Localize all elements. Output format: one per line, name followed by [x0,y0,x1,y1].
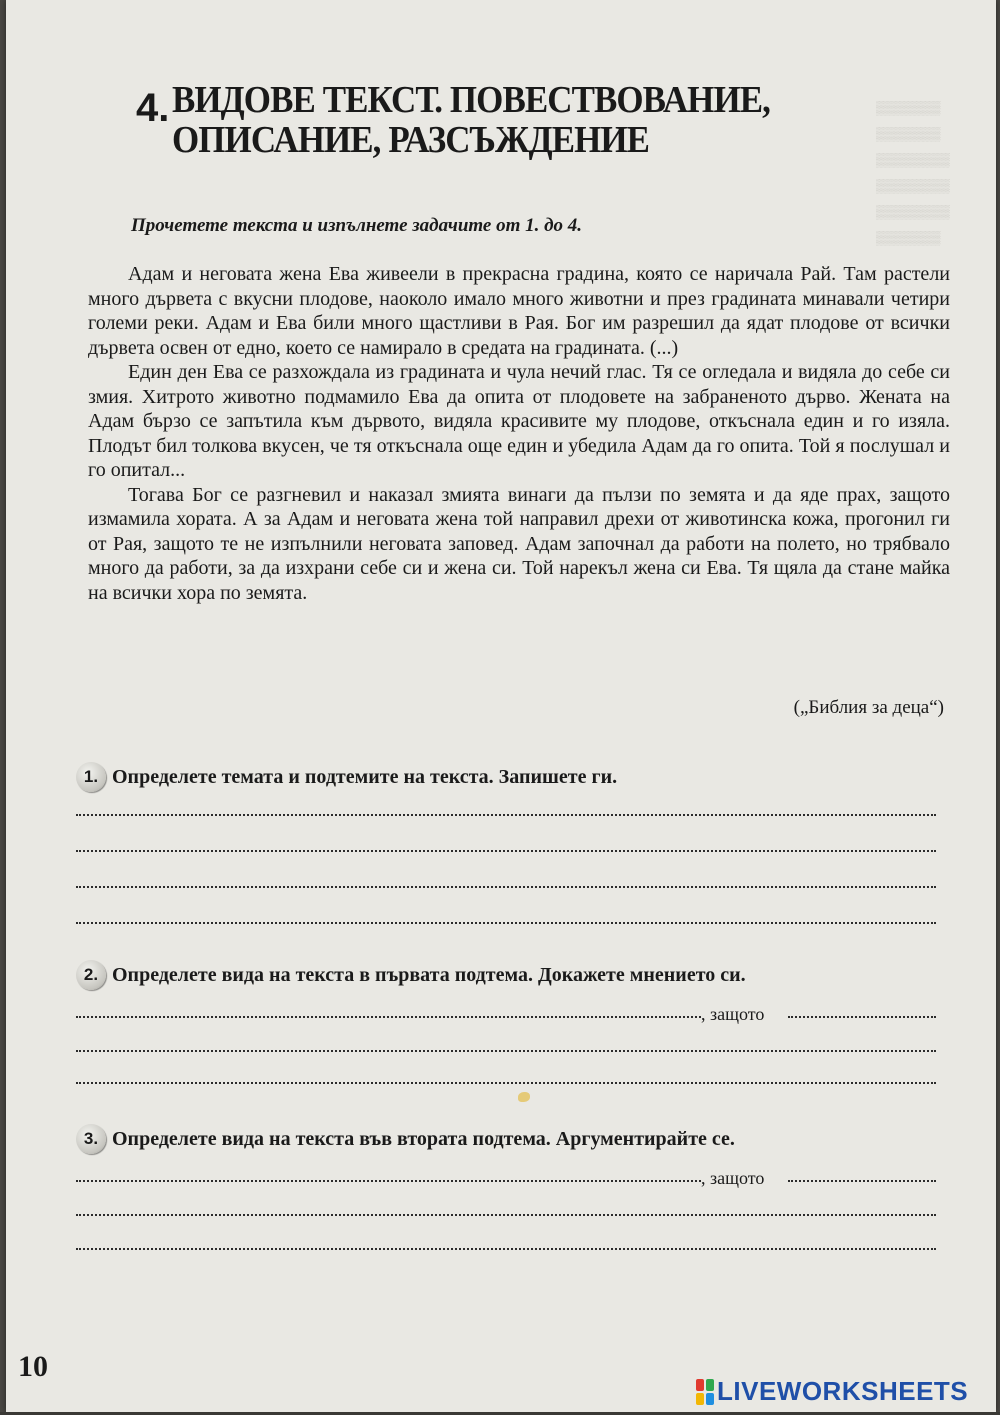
logo-green-block [706,1379,714,1391]
title-number: 4. [136,86,170,130]
logo-yellow-block [696,1393,704,1405]
worksheet-page [6,0,996,1412]
story-source: („Библия за деца“) [793,697,944,718]
liveworksheets-logo-text: LIVEWORKSHEETS [717,1376,969,1406]
task-number-badge: 1. [76,762,106,792]
task-number-badge: 3. [76,1124,106,1154]
answer-line[interactable] [76,1178,701,1182]
answer-line[interactable] [76,1014,701,1018]
story-paragraph-2: Един ден Ева се разхождала из градината и чула нечий глас. Тя се огледала и видяла до себе си змия. Хитрото животно подмамило Ева да опита от плодовете на забраненото дърво. Жената на Адам бързо се запътила към дървото, видяла красивите му плодове, откъснала един и го изяла. Плодът бил толкова вкусен, че тя откъснала още един и убедила Адам да го опита. Той я послушал и го опитал... [88,361,950,481]
answer-line[interactable] [76,1080,936,1084]
answer-line[interactable] [76,920,936,924]
title-line-2: ОПИСАНИЕ, РАЗСЪЖДЕНИЕ [172,119,650,161]
liveworksheets-logo [696,1376,968,1407]
answer-line[interactable] [76,812,936,816]
answer-line[interactable] [76,884,936,888]
answer-line[interactable] [76,1212,936,1216]
answer-line[interactable] [788,1178,936,1182]
instruction: Прочетете текста и изпълнете задачите от 1. до 4. [131,215,583,236]
paper-stain [518,1092,530,1102]
task-number-badge: 2. [76,960,106,990]
story-text [88,262,950,605]
task-1-text: Определете темата и подтемите на текста. Запишете ги. [112,765,618,788]
task-3-text: Определете вида на текста във втората подтема. Аргументирайте се. [112,1127,735,1150]
page-number: 10 [18,1350,48,1383]
answer-line[interactable] [76,1246,936,1250]
task-2-text: Определете вида на текста в първата подтема. Докажете мнението си. [112,963,746,986]
because-label: , защото [701,1168,765,1188]
title-line-1: ВИДОВЕ ТЕКСТ. ПОВЕСТВОВАНИЕ, [172,79,770,121]
story-paragraph-1: Адам и неговата жена Ева живеели в прекрасна градина, която се наричала Рай. Там растели много дървета с вкусни плодове, наоколо имало много животни и през градината минавали четири големи реки. Адам и Ева били много щастливи в Рая. Бог им разрешил да ядат плодове от всички дървета освен от едно, което се намирало в средата на градината. (...) [88,263,950,359]
answer-line[interactable] [76,848,936,852]
liveworksheets-logo-icon [696,1379,714,1405]
task-3 [76,1124,936,1188]
answer-line[interactable] [76,1048,936,1052]
task-2 [76,960,936,1024]
logo-blue-block [706,1393,714,1405]
task-1 [76,762,936,792]
because-label: , защото [701,1004,765,1024]
logo-red-block [696,1379,704,1391]
answer-line[interactable] [788,1014,936,1018]
bleed-through-decoration: ▒▒▒▒▒▒▒ ▒▒▒▒▒▒▒ ▒▒▒▒▒▒▒▒ ▒▒▒▒▒▒▒▒ ▒▒▒▒▒▒▒▒ ▒▒▒▒▒▒▒ [876,100,950,245]
story-paragraph-3: Тогава Бог се разгневил и наказал змията винаги да пълзи по земята и да яде прах, защото измамила хората. А за Адам и неговата жена той направил дрехи от животинска кожа, прогонил ги от Рая, защото те не изпълнили неговата заповед. Адам започнал да работи на полето, но трябвало много да работи, за да изхрани себе си и жена си. Той нарекъл жена си Ева. Тя щяла да стане майка на всички хора по земята. [88,483,950,604]
